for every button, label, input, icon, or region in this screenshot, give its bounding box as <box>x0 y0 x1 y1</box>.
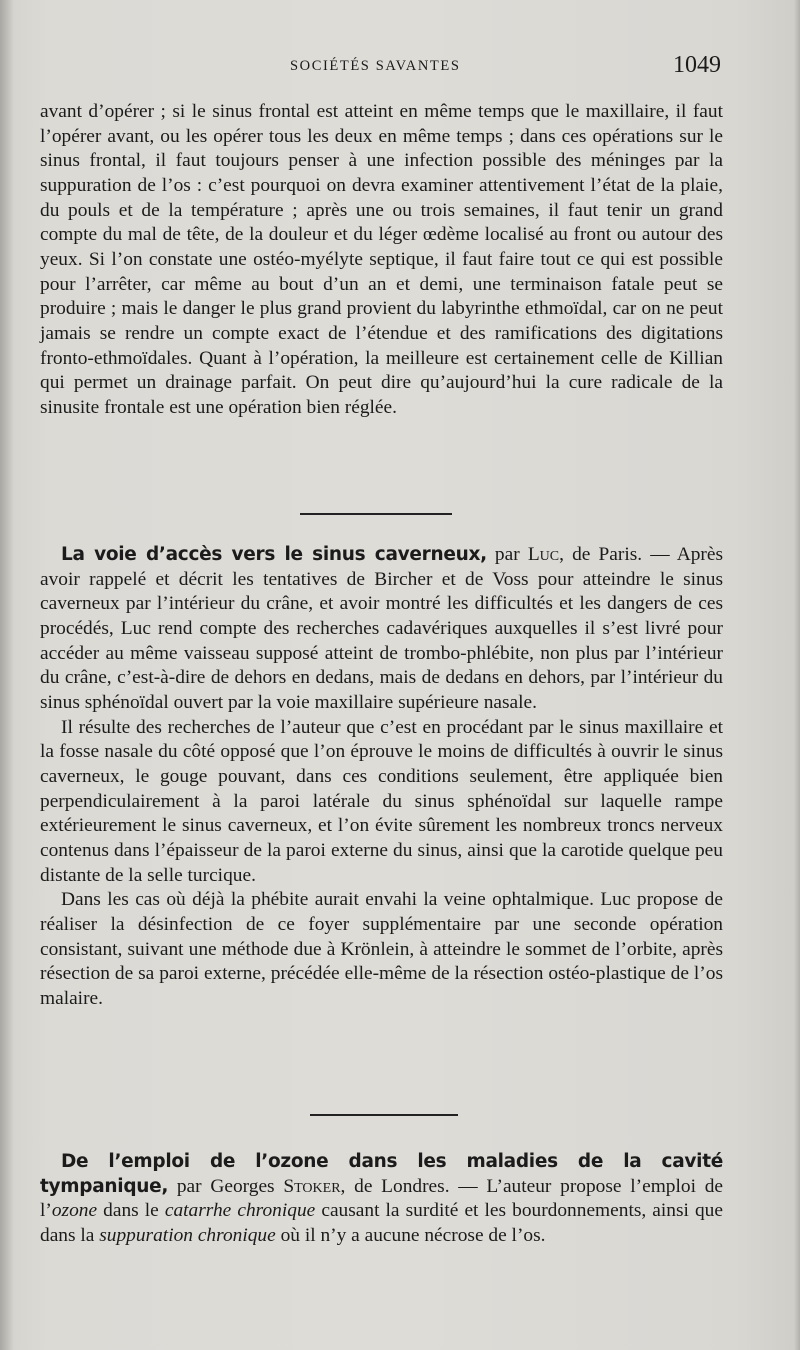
article-sinus-caverneux <box>40 543 723 1011</box>
italic-term: catarrhe chronique <box>164 1200 316 1222</box>
paragraph-text: où il n’y a aucune nécrose de l’os. <box>275 1224 546 1246</box>
article-continuation <box>40 100 723 421</box>
paragraph <box>40 1150 723 1249</box>
article-title: La voie d’accès vers le sinus caverneux, <box>61 544 487 565</box>
binding-shadow <box>0 0 14 1350</box>
paragraph <box>40 543 723 716</box>
running-title: SOCIÉTÉS SAVANTES <box>290 58 461 74</box>
running-head <box>0 52 800 82</box>
paragraph: avant d’opérer ; si le sinus frontal est atteint en même temps que le maxillaire, il faut l’opérer avant, ou les opérer tous les deux en même temps ; dans ces opérations sur le sinus frontal, il faut toujours penser à une infection possible des méninges par la suppuration de l’os : c’est pourquoi on devra examiner attentivement l’état de la plaie, du pouls et de la température ; après une ou trois semaines, il faut tenir un grand compte du mal de tête, de la douleur et du léger œdème localisé au front ou autour des yeux. Si l’on constate une ostéo-myélyte septique, il faut faire tout ce qui est possible pour l’arrêter, car même au bout d’un an et demi, une terminaison fatale peut se produire ; mais le danger le plus grand provient du labyrinthe ethmoïdal, car on ne peut jamais se rendre un compte exact de l’étendue et des ramifications des digitations fronto-ethmoïdales. Quant à l’opération, la meilleure est certainement celle de Killian qui permet un drainage parfait. On peut dire qu’aujourd’hui la cure radicale de la sinusite frontale est une opération bien réglée. <box>40 101 723 418</box>
byline-place: , de Londres. — L’auteur propose l’emploi de l’ <box>40 1175 723 1222</box>
italic-term: suppuration chronique <box>99 1224 276 1246</box>
section-divider <box>300 513 452 515</box>
article-ozone <box>40 1150 723 1249</box>
italic-term: ozone <box>51 1200 98 1222</box>
article-title: De l’emploi de l’ozone dans les maladies de la cavité tympanique, <box>40 1151 723 1197</box>
paragraph: Dans les cas où déjà la phébite aurait envahi la veine ophtalmique. Luc propose de réaliser la désinfection de ce foyer supplémentaire par une seconde opération consistant, suivant une méthode due à Krönlein, à atteindre le sommet de l’orbite, après résection de sa paroi externe, précédée elle-même de la résection ostéo-plastique de l’os malaire. <box>40 889 723 1009</box>
page-number: 1049 <box>673 52 721 78</box>
section-divider <box>310 1114 458 1116</box>
paragraph-text: Après avoir rappelé et décrit les tentatives de Bircher et de Voss pour atteindre le sinus caverneux par l’intérieur du crâne, et avoir montré les difficultés et les dangers de ces procédés, Luc rend compte des recherches cadavériques auxquelles il s’est livré pour accéder au même vaisseau supposé atteint de trombo-phlébite, non plus par l’intérieur du crâne, c’est-à-dire de dehors en dedans, mais de dedans en dehors, par l’intérieur du sinus sphénoïdal ouvert par la voie maxillaire supérieure nasale. <box>40 544 723 713</box>
paragraph-text: dans le <box>97 1200 165 1222</box>
byline-place: , de Paris. — <box>559 544 677 565</box>
author-name: Luc <box>527 544 560 565</box>
paragraph-text: causant la surdité et les bourdonnements, ainsi que dans la <box>40 1200 723 1246</box>
author-name: Stoker <box>283 1175 341 1197</box>
page-edge-shadow <box>794 0 800 1350</box>
byline-by: par Georges <box>168 1175 284 1197</box>
paragraph: Il résulte des recherches de l’auteur que c’est en procédant par le sinus maxillaire et la fosse nasale du côté opposé que l’on éprouve le moins de difficultés à ouvrir le sinus caverneux, le gouge pouvant, dans ces conditions seulement, être appliquée bien perpendiculairement à la paroi latérale du sinus sphénoïdal sur laquelle rampe extérieurement le sinus caverneux, et l’on évite sûrement les nombreux troncs nerveux contenus dans l’épaisseur de la paroi externe du sinus, ainsi que la carotide quelque peu distante de la selle turcique. <box>40 716 723 886</box>
byline-by: par <box>486 544 528 565</box>
